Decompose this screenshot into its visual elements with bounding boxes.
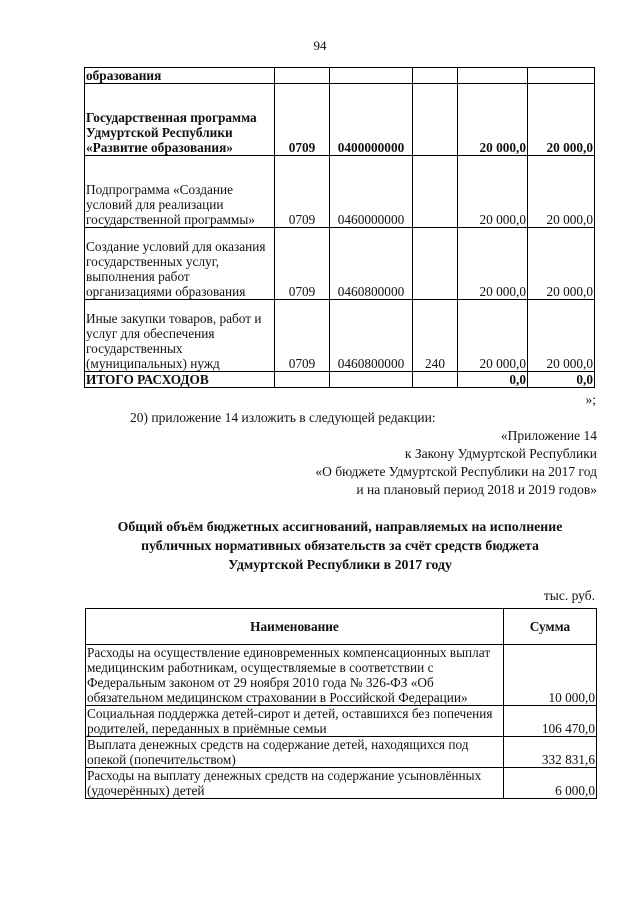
table-row	[85, 372, 595, 388]
row-type: 240	[413, 300, 458, 372]
row-name: Иные закупки товаров, работ и услуг для обеспечения государственных (муниципальных) нужд	[85, 300, 275, 372]
row-value-2018	[458, 68, 528, 84]
row-type	[413, 372, 458, 388]
row-value-2019	[528, 68, 595, 84]
header-sum: Сумма	[504, 609, 597, 645]
row-name: Социальная поддержка детей-сирот и детей, оставшихся без попечения родителей, переданных в приёмные семьи	[86, 706, 504, 737]
table-row	[86, 768, 597, 799]
paragraph-text: 20) приложение 14 изложить в следующей редакции:	[130, 410, 436, 425]
table-row	[85, 68, 595, 84]
row-name: Создание условий для оказания государственных услуг, выполнения работ организациями образования	[85, 228, 275, 300]
row-type	[413, 228, 458, 300]
title-line-2: публичных нормативных обязательств за счёт средств бюджета	[141, 538, 539, 553]
row-sum: 106 470,0	[504, 706, 597, 737]
budget-table	[84, 67, 595, 388]
table-row	[85, 84, 595, 156]
row-section: 0709	[275, 84, 330, 156]
row-code: 0460800000	[330, 228, 413, 300]
table-row	[85, 156, 595, 228]
closing-quote: »;	[585, 392, 596, 407]
row-code: 0460800000	[330, 300, 413, 372]
table-header-row	[86, 609, 597, 645]
document-title	[70, 517, 610, 574]
appendix-line-2: к Закону Удмуртской Республики	[404, 446, 597, 461]
row-value-2018: 0,0	[458, 372, 528, 388]
header-name: Наименование	[86, 609, 504, 645]
row-value-2018: 20 000,0	[458, 300, 528, 372]
table-row	[85, 228, 595, 300]
row-section	[275, 372, 330, 388]
table-row	[86, 645, 597, 706]
appendix-line-1: «Приложение 14	[500, 428, 597, 443]
row-name: ИТОГО РАСХОДОВ	[85, 372, 275, 388]
row-value-2018: 20 000,0	[458, 156, 528, 228]
row-value-2018: 20 000,0	[458, 84, 528, 156]
row-type	[413, 68, 458, 84]
row-section: 0709	[275, 156, 330, 228]
row-value-2018: 20 000,0	[458, 228, 528, 300]
units-label: тыс. руб.	[543, 588, 595, 603]
row-section: 0709	[275, 228, 330, 300]
row-code	[330, 68, 413, 84]
obligations-table	[85, 608, 597, 799]
row-sum: 10 000,0	[504, 645, 597, 706]
row-name: Выплата денежных средств на содержание детей, находящихся под опекой (попечительством)	[86, 737, 504, 768]
page-number: 94	[313, 38, 327, 53]
title-line-3: Удмуртской Республики в 2017 году	[228, 557, 452, 572]
table-row	[85, 300, 595, 372]
row-code: 0400000000	[330, 84, 413, 156]
row-value-2019: 20 000,0	[528, 300, 595, 372]
row-sum: 332 831,6	[504, 737, 597, 768]
row-name: Государственная программа Удмуртской Республики «Развитие образования»	[85, 84, 275, 156]
table-row	[86, 737, 597, 768]
row-value-2019: 20 000,0	[528, 156, 595, 228]
row-type	[413, 84, 458, 156]
row-code	[330, 372, 413, 388]
row-name: Подпрограмма «Создание условий для реализации государственной программы»	[85, 156, 275, 228]
row-name: образования	[85, 68, 275, 84]
row-value-2019: 20 000,0	[528, 228, 595, 300]
appendix-line-3: «О бюджете Удмуртской Республики на 2017 год	[315, 464, 597, 479]
row-name: Расходы на выплату денежных средств на содержание усыновлённых (удочерённых) детей	[86, 768, 504, 799]
row-name: Расходы на осуществление единовременных компенсационных выплат медицинским работникам, осуществляемые в соответствии с Федеральным законом от 29 ноября 2010 года № 326-ФЗ «Об обязательном медицинском страховании в Российской Федерации»	[86, 645, 504, 706]
row-value-2019: 20 000,0	[528, 84, 595, 156]
table-row	[86, 706, 597, 737]
appendix-line-4: и на плановый период 2018 и 2019 годов»	[356, 482, 597, 497]
row-code: 0460000000	[330, 156, 413, 228]
row-type	[413, 156, 458, 228]
row-section: 0709	[275, 300, 330, 372]
title-line-1: Общий объём бюджетных ассигнований, направляемых на исполнение	[117, 519, 563, 534]
row-sum: 6 000,0	[504, 768, 597, 799]
row-value-2019: 0,0	[528, 372, 595, 388]
row-section	[275, 68, 330, 84]
